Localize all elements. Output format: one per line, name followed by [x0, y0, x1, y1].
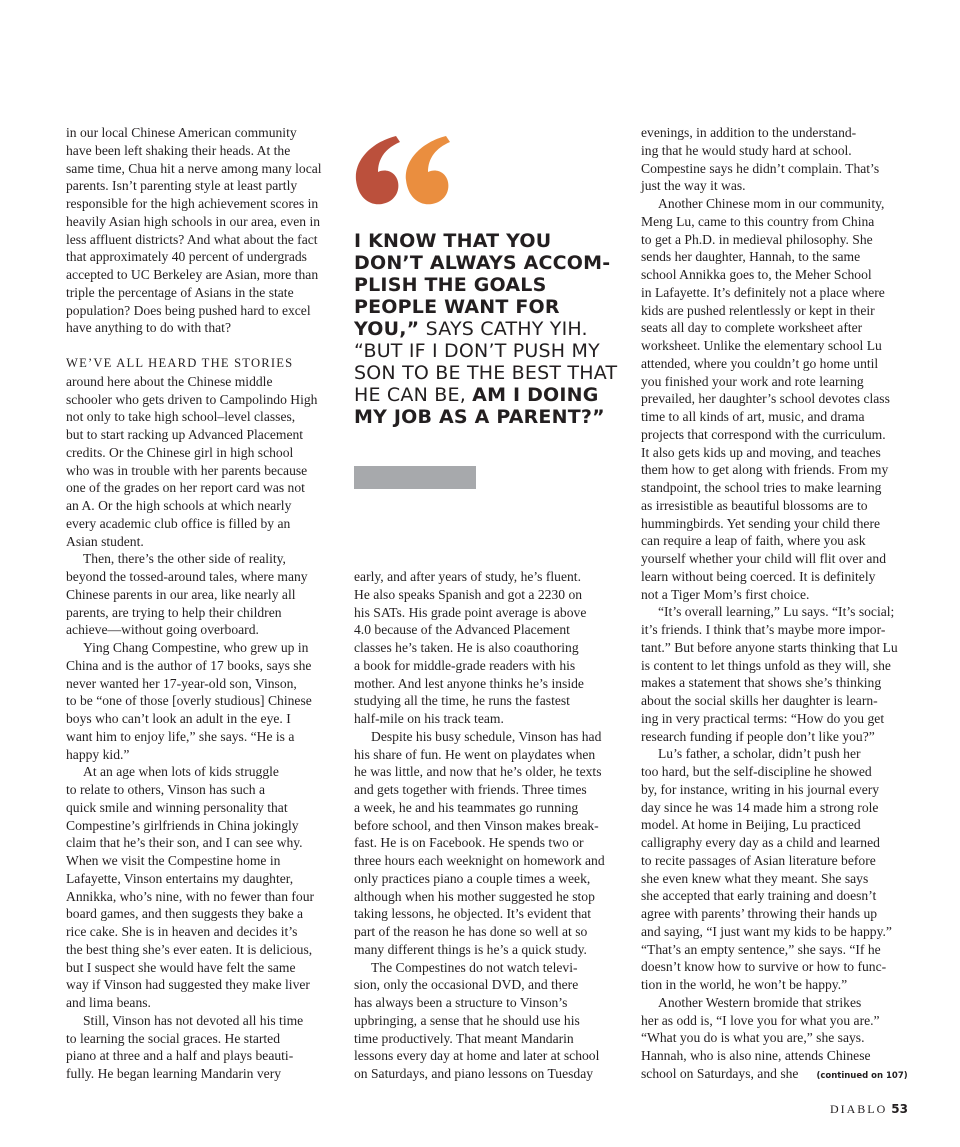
page-number: 53 — [891, 1102, 908, 1116]
article-column-3 — [641, 124, 909, 1086]
paragraph-text: Another Western bromide that strikes her as odd is, “I love you for what you are.” “What you do is what you are,” she says. Hannah, who is also nine, attends Chinese school on Saturdays, and she — [641, 994, 880, 1081]
paragraph: early, and after years of study, he’s fluent. He also speaks Spanish and got a 2230 on his SATs. His grade point average is above 4.0 because of the Advanced Placement classes he’s taken. He is also coauthoring a book for middle-grade readers with his mother. And lest anyone thinks he’s inside studying all the time, he runs the fastest half-mile on his track team. — [354, 569, 587, 726]
pull-quote-bold: I KNOW THAT YOU DON’T ALWAYS ACCOM-PLISH THE GOALS PEOPLE WANT FOR YOU,” — [354, 230, 611, 340]
pull-quote-attribution: SAYS CATHY YIH. “BUT IF I DON’T PUSH MY SON TO BE THE BEST THAT HE CAN BE, — [354, 318, 618, 406]
paragraph: Another Chinese mom in our community, Meng Lu, came to this country from China to get a Ph.D. in medieval philosophy. She sends her daughter, Hannah, to the same school Annikka goes to, the Meher School in Lafayette. It’s definitely not a place where kids are pushed relentlessly or kept in their seats all day to complete worksheet after worksheet. Unlike the elementary school Lu attended, where you couldn’t go home until you finished your work and rote learning prevailed, her daughter’s school devotes class time to all kinds of art, music, and drama projects that correspond with the curriculum. It also gets kids up and moving, and teaches them how to get along with friends. From my standpoint, the school tries to make learning as irresistible as beautiful blossoms are to hummingbirds. Yet sending your child there can require a leap of faith, where you ask yourself whether your child will flit over and learn without being coerced. It is definitely not a Tiger Mom’s first choice. — [641, 196, 890, 602]
article-column-1 — [66, 124, 341, 1083]
paragraph — [641, 994, 909, 1086]
pull-quote-bold-end: AM I DOING MY JOB AS A PARENT?” — [354, 384, 605, 428]
page-folio — [830, 1102, 908, 1117]
paragraph: in our local Chinese American community have been left shaking their heads. At the same time, Chua hit a nerve among many local parents. Isn’t parenting style at least partly responsible for the high achievement scores in heavily Asian high schools in our area, even in less affluent districts? And what about the fact that approximately 40 percent of undergrads accepted to UC Berkeley are Asian, more than triple the percentage of Asians in the state population? Does being pushed hard to excel have anything to do with that? — [66, 125, 322, 336]
magazine-name: DIABLO — [829, 1102, 888, 1116]
paragraph: evenings, in addition to the understand- ing that he would study hard at school. Compestine says he didn’t complain. That’s just the way it was. — [641, 125, 880, 194]
paragraph-text: around here about the Chinese middle schooler who gets driven to Campolindo High not only to take high school–level classes, but to start racking up Advanced Placement credits. Or the Chinese girl in high school who was in trouble with her parents because one of the grades on her report card was not an A. Or the high schools at which nearly every academic club office is filled by an Asian student. — [66, 373, 318, 549]
paragraph: Despite his busy schedule, Vinson has had his share of fun. He went on playdates when he was little, and now that he’s older, he texts and gets together with friends. Three times a week, he and his teammates go running before school, and then Vinson makes break- fast. He is on Facebook. He spends two or three hours each weeknight on homework and only practices piano a couple times a week, although when his mother suggested he stop taking lessons, he objected. It’s evident that part of the reason he has done so well at so many different things is he’s a quick study. — [354, 728, 605, 957]
paragraph: Still, Vinson has not devoted all his time to learning the social graces. He started piano at three and a half and plays beauti- fully. He began learning Mandarin very — [66, 1012, 304, 1081]
decorative-bar — [354, 466, 476, 489]
paragraph: Lu’s father, a scholar, didn’t push her too hard, but the self-discipline he showed by, for instance, writing in his journal every day since he was 14 made him a strong role model. At home in Beijing, Lu practiced calligraphy every day as a child and learned to recite passages of Asian literature before she even knew what they meant. She says she accepted that early training and doesn’t agree with parents’ throwing their hands up and saying, “I just want my kids to be happy.” “That’s an empty sentence,” she says. “If he doesn’t know how to survive or how to func- tion in the world, he won’t be happy.” — [641, 746, 892, 992]
pull-quote-block — [354, 130, 624, 428]
pull-quote-text — [354, 230, 624, 428]
paragraph — [66, 354, 341, 550]
paragraph: “It’s overall learning,” Lu says. “It’s social; it’s friends. I think that’s maybe more impor- tant.” But before anyone starts thinking that Lu is content to let things unfold as they will, she makes a statement that shows she’s thinking about the social skills her daughter is learn- ing in very practical terms: “How do you get research funding if people don’t like you?” — [641, 604, 898, 744]
paragraph: Then, there’s the other side of reality, beyond the tossed-around tales, where many Chinese parents in our area, like nearly all parents, are trying to help their children achieve—without going overboard. — [66, 551, 308, 638]
paragraph: The Compestines do not watch televi- sion, only the occasional DVD, and there has always been a structure to Vinson’s upbringing, a sense that he should use his time productively. That meant Mandarin lessons every day at home and later at school on Saturdays, and piano lessons on Tuesday — [354, 959, 600, 1081]
paragraph: At an age when lots of kids struggle to relate to others, Vinson has such a quick smile and winning personality that Compestine’s girlfriends in China jokingly claim that he’s their son, and I can see why. When we visit the Compestine home in Lafayette, Vinson entertains my daughter, Annikka, who’s nine, with no fewer than four board games, and then suggests they bake a rice cake. She is in heaven and decides it’s the best thing she’s ever eaten. It is delicious, but I suspect she would have felt the same way if Vinson had suggested they make liver and lima beans. — [66, 764, 315, 1010]
paragraph: Ying Chang Compestine, who grew up in China and is the author of 17 books, says she never wanted her 17-year-old son, Vinson, to be “one of those [overly studious] Chinese boys who can’t look an adult in the eye. I want him to enjoy life,” she says. “He is a happy kid.” — [66, 640, 312, 762]
section-lead-in: WE’VE ALL HEARD THE STORIES — [66, 356, 294, 370]
continued-jump-line: (continued on 107) — [816, 1070, 908, 1081]
article-column-2 — [354, 568, 624, 1083]
quotation-mark-icon — [354, 130, 454, 210]
